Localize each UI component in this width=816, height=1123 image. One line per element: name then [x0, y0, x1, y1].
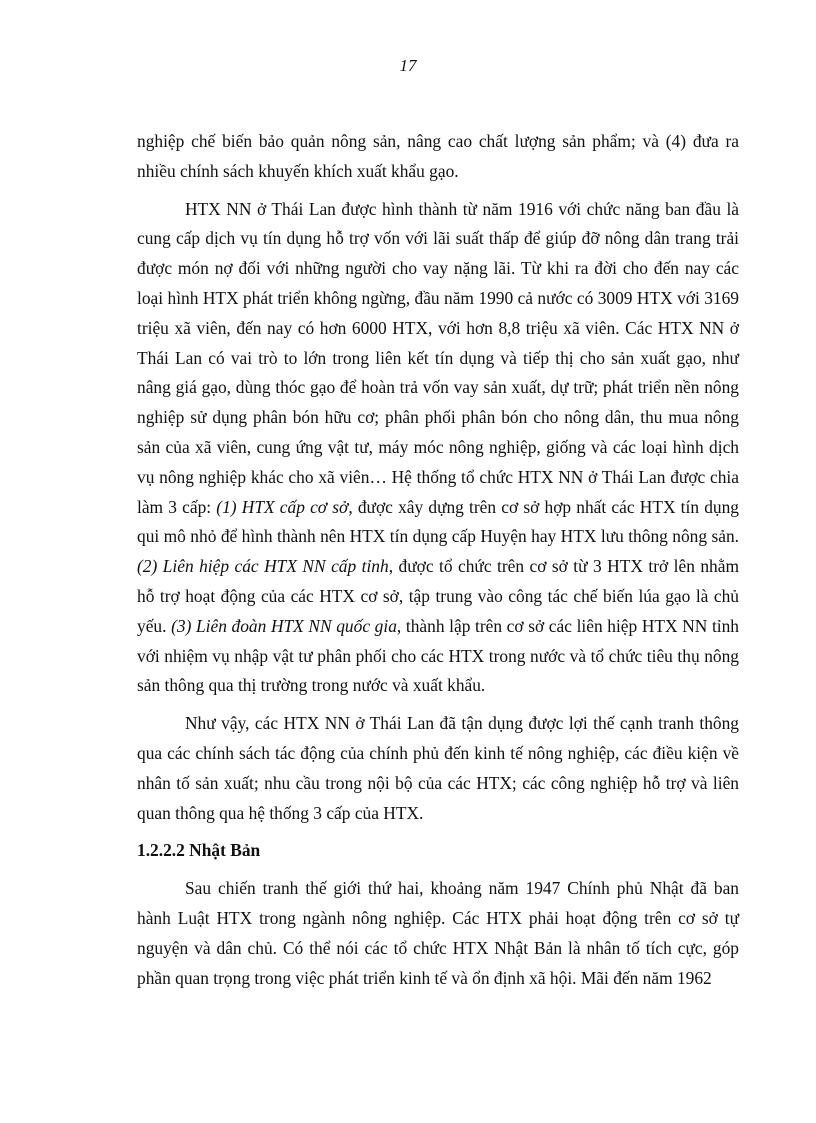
text-run: HTX NN ở Thái Lan được hình thành từ năm 1916 với chức năng ban đầu là cung cấp dịch vụ tín dụng hỗ trợ vốn với lãi suất thấp để giúp đỡ nông dân trang trải được món nợ đối với những người cho vay nặng lãi. Từ khi ra đời cho đến nay các loại hình HTX phát triển không ngừng, đầu năm 1990 cả nước có 3009 HTX với 3169 triệu xã viên, đến nay có hơn 6000 HTX, với hơn 8,8 triệu xã viên. Các HTX NN ở Thái Lan có vai trò to lớn trong liên kết tín dụng và tiếp thị cho sản xuất gạo, như nâng giá gạo, dùng thóc gạo để hoàn trả vốn vay sản xuất, dự trữ; phát triển nền nông nghiệp sử dụng phân bón hữu cơ; phân phối phân bón cho nông dân, thu mua nông sản của xã viên, cung ứng vật tư, máy móc nông nghiệp, giống và các loại hình dịch vụ nông nghiệp khác cho xã viên… Hệ thống tổ chức HTX NN ở Thái Lan được chia làm 3 cấp: — [137, 198, 739, 517]
italic-term-level-1: (1) HTX cấp cơ sở — [216, 496, 349, 517]
text-run: , được tổ chức trên cơ sở từ 3 HTX trở lên nhằm hỗ trợ hoạt động của các HTX cơ sở, tập trung vào công tác chế biến lúa gạo là chủ yếu. — [137, 556, 739, 636]
paragraph-continuation: nghiệp chế biến bảo quản nông sản, nâng cao chất lượng sản phẩm; và (4) đưa ra nhiều chính sách khuyến khích xuất khẩu gạo. — [137, 131, 739, 181]
text-run: , được xây dựng trên cơ sở hợp nhất các HTX tín dụng qui mô nhỏ để hình thành nên HTX tín dụng cấp Huyện hay HTX lưu thông nông sản. — [137, 496, 740, 547]
paragraph-summary: Như vậy, các HTX NN ở Thái Lan đã tận dụng được lợi thế cạnh tranh thông qua các chính sách tác động của chính phủ đến kinh tế nông nghiệp, các điều kiện về nhân tố sản xuất; nhu cầu trong nội bộ của các HTX; các công nghiệp hỗ trợ và liên quan thông qua hệ thống 3 cấp của HTX. — [137, 713, 739, 823]
italic-term-level-3: (3) Liên đoàn HTX NN quốc gia — [171, 615, 397, 636]
page-number: 17 — [399, 56, 417, 75]
paragraph-japan: Sau chiến tranh thế giới thứ hai, khoảng năm 1947 Chính phủ Nhật đã ban hành Luật HTX trong ngành nông nghiệp. Các HTX phải hoạt động trên cơ sở tự nguyện và dân chủ. Có thể nói các tổ chức HTX Nhật Bản là nhân tố tích cực, góp phần quan trọng trong việc phát triển kinh tế và ổn định xã hội. Mãi đến năm 1962 — [137, 878, 739, 988]
italic-term-level-2: (2) Liên hiệp các HTX NN cấp tỉnh — [137, 556, 389, 577]
paragraph-thailand-cooperatives — [137, 195, 739, 702]
section-heading: 1.2.2.2 Nhật Bản — [137, 840, 261, 861]
document-body — [137, 127, 739, 1001]
text-run: , thành lập trên cơ sở các liên hiệp HTX NN tỉnh với nhiệm vụ nhập vật tư phân phối cho các HTX trong nước và tổ chức tiêu thụ nông sản thông qua thị trường trong nước và xuất khẩu. — [137, 615, 740, 696]
